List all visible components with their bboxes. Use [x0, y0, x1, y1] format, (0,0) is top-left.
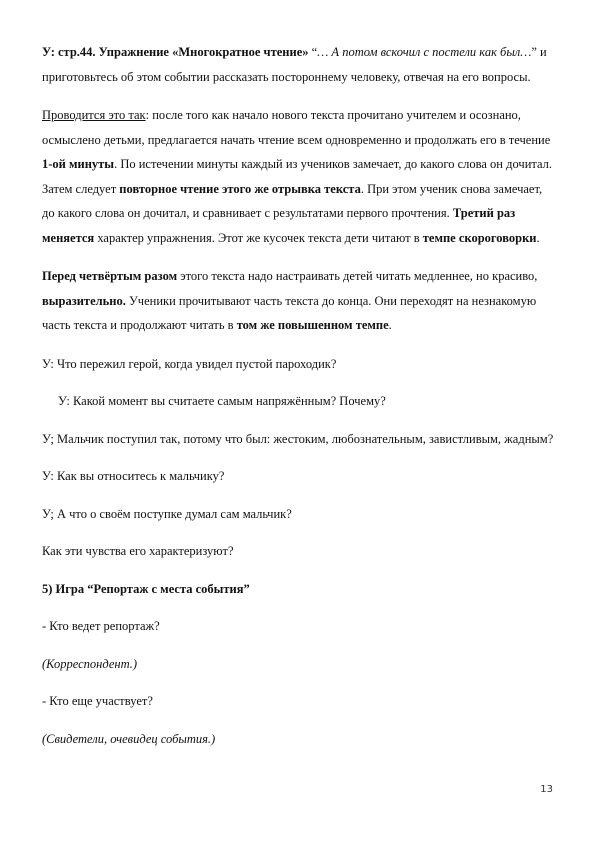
question-4: У: Как вы относитесь к мальчику? — [42, 469, 225, 483]
text-run: . При этом ученик снова замечает, до какого слова он дочитал, и сравнивает с результатами первого прочтения. — [42, 181, 543, 220]
question-participants: - Кто еще участвует? — [42, 694, 153, 708]
question-1: У: Что пережил герой, когда увидел пустой пароходик? — [42, 356, 337, 371]
text-run: . — [536, 230, 540, 245]
bold-run: темпе скороговорки — [422, 230, 537, 245]
bold-run: выразительно. — [42, 293, 126, 308]
page-number: 13 — [540, 784, 553, 795]
answer-reporter — [42, 652, 557, 677]
bold-run: Перед четвёртым разом — [42, 269, 178, 283]
text-run: : после того как начало нового текста прочитано учителем и осознано, осмыслено детьми, предлагается начать чтение всем одновременно и продолжать его в течение — [42, 108, 551, 147]
question-2: У: Какой момент вы считаете самым напряжённым? Почему? — [58, 394, 386, 408]
bold-run: том же повышенном темпе — [236, 318, 389, 332]
answer-text: (Свидетели, очевидец события.) — [42, 731, 216, 746]
question-5: У; А что о своём поступке думал сам мальчик? — [42, 506, 292, 521]
exercise-instruction-paragraph — [42, 40, 557, 89]
text-run: этого текста надо настраивать детей читать медленнее, но красиво, — [177, 269, 538, 283]
text-run: характер упражнения. Этот же кусочек текста дети читают в — [94, 230, 423, 245]
method-heading: Проводится это так — [42, 108, 146, 122]
bold-run: Третий раз меняется — [42, 206, 516, 245]
text-run: Ученики прочитывают часть текста до конца. Они переходят на незнакомую часть текста и продолжают читать в — [42, 293, 537, 332]
text-run: . По истечении минуты каждый из учеников замечает, до какого слова он дочитал. Затем следует — [42, 157, 553, 196]
text-run: ” и приготовьтесь об этом событии рассказать постороннему человеку, отвечая на его вопросы. — [42, 45, 547, 84]
text-run: . — [388, 318, 392, 332]
page-content — [42, 40, 557, 751]
game-title-text: 5) Игра “Репортаж с места события” — [42, 581, 250, 596]
fourth-reading-paragraph — [42, 264, 557, 338]
question-6: Как эти чувства его характеризуют? — [42, 544, 234, 558]
method-paragraph — [42, 103, 557, 250]
answer-participants — [42, 727, 557, 752]
bold-run: повторное чтение этого же отрывка текста — [119, 181, 361, 196]
game-title — [42, 577, 557, 602]
text-run: “ — [308, 45, 318, 59]
bold-run: 1-ой минуты — [42, 157, 115, 171]
quoted-phrase: … А потом вскочил с постели как был… — [317, 45, 532, 59]
question-3: У; Мальчик поступил так, потому что был: жестоким, любознательным, завистливым, жадным? — [42, 431, 554, 446]
exercise-title: У: стр.44. Упражнение «Многократное чтение» — [42, 45, 309, 59]
question-reporter: - Кто ведет репортаж? — [42, 619, 160, 633]
answer-text: (Корреспондент.) — [42, 656, 138, 671]
